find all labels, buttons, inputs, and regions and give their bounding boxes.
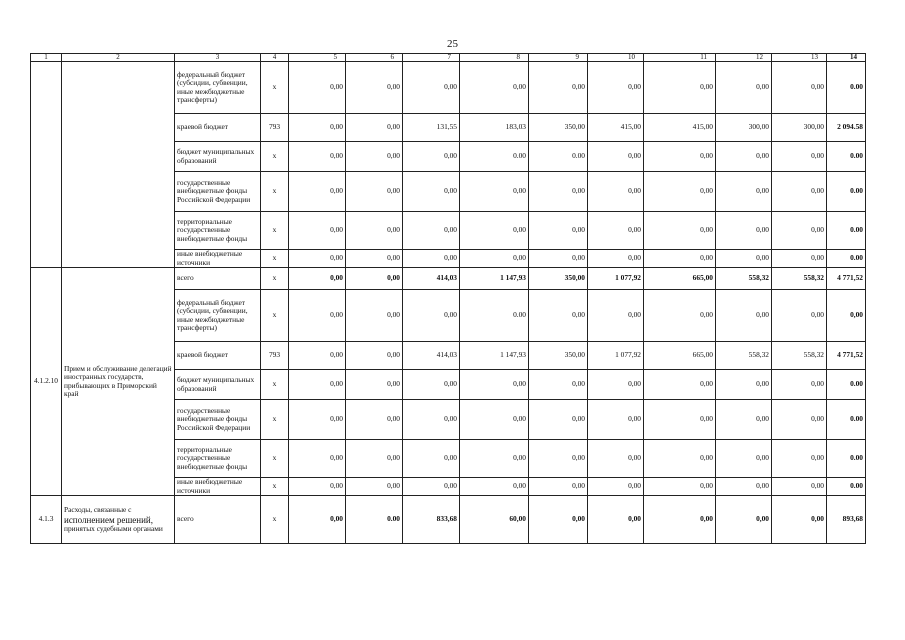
value-cell: 0,00 (644, 142, 716, 172)
value-cell: 0,00 (460, 440, 529, 478)
header-cell: 5 (289, 54, 346, 62)
header-cell: 13 (772, 54, 827, 62)
value-cell: 0,00 (644, 250, 716, 268)
value-cell: 0,00 (346, 142, 403, 172)
value-cell: 0,00 (772, 172, 827, 212)
funding-source-cell: бюджет муниципальных образований (175, 142, 261, 172)
value-cell: 415,00 (588, 114, 644, 142)
value-cell: 0,00 (716, 62, 772, 114)
value-cell: 1 077,92 (588, 342, 644, 370)
value-cell: 0.00 (346, 496, 403, 544)
table-row (31, 268, 866, 290)
value-cell: 0,00 (346, 62, 403, 114)
value-cell: 0,00 (289, 370, 346, 400)
value-cell: 833,68 (403, 496, 460, 544)
value-cell: 0,00 (772, 212, 827, 250)
value-cell: 0,00 (289, 478, 346, 496)
value-cell: 2 094.58 (827, 114, 866, 142)
value-cell: 0,00 (289, 212, 346, 250)
header-cell: 9 (529, 54, 588, 62)
funding-source-cell: краевой бюджет (175, 114, 261, 142)
value-cell: 0,00 (460, 250, 529, 268)
value-cell: 0,00 (289, 496, 346, 544)
value-cell: 0.00 (460, 290, 529, 342)
value-cell: 0,00 (403, 172, 460, 212)
value-cell: 1 147,93 (460, 342, 529, 370)
funding-source-cell: иные внебюджетные источники (175, 250, 261, 268)
row-number-cell: 4.1.2.10 (31, 268, 62, 496)
value-cell: 0.00 (827, 478, 866, 496)
value-cell: 0.00 (529, 142, 588, 172)
value-cell: 0,00 (289, 114, 346, 142)
value-cell: 0,00 (346, 114, 403, 142)
header-cell: 2 (62, 54, 175, 62)
value-cell: 0,00 (716, 400, 772, 440)
value-cell: 0,00 (289, 250, 346, 268)
header-cell: 3 (175, 54, 261, 62)
value-cell: 0,00 (529, 370, 588, 400)
value-cell: 0,00 (644, 172, 716, 212)
value-cell: 0,00 (460, 370, 529, 400)
value-cell: 0,00 (588, 496, 644, 544)
header-cell: 14 (827, 54, 866, 62)
code-cell: x (261, 62, 289, 114)
value-cell: 0,00 (346, 342, 403, 370)
value-cell: 0,00 (772, 400, 827, 440)
value-cell: 0,00 (529, 290, 588, 342)
value-cell: 0,00 (827, 290, 866, 342)
value-cell: 0,00 (716, 478, 772, 496)
value-cell: 0.00 (827, 400, 866, 440)
value-cell: 0,00 (403, 250, 460, 268)
value-cell: 0,00 (289, 62, 346, 114)
header-cell: 8 (460, 54, 529, 62)
value-cell: 0,00 (403, 142, 460, 172)
value-cell: 350,00 (529, 268, 588, 290)
value-cell: 0,00 (529, 212, 588, 250)
code-cell: x (261, 440, 289, 478)
code-cell: x (261, 250, 289, 268)
value-cell: 0,00 (588, 212, 644, 250)
value-cell: 0,00 (716, 440, 772, 478)
value-cell: 0,00 (772, 250, 827, 268)
value-cell: 0,00 (346, 478, 403, 496)
code-cell: x (261, 496, 289, 544)
value-cell: 0,00 (716, 496, 772, 544)
value-cell: 0,00 (588, 440, 644, 478)
value-cell: 0,00 (588, 250, 644, 268)
value-cell: 0,00 (588, 142, 644, 172)
value-cell: 0,00 (716, 172, 772, 212)
value-cell: 0,00 (644, 400, 716, 440)
value-cell: 4 771,52 (827, 342, 866, 370)
value-cell: 300,00 (716, 114, 772, 142)
value-cell: 0,00 (529, 496, 588, 544)
value-cell: 0,00 (588, 62, 644, 114)
value-cell: 0,00 (346, 250, 403, 268)
funding-source-cell: краевой бюджет (175, 342, 261, 370)
value-cell: 0,00 (644, 496, 716, 544)
value-cell: 0,00 (460, 478, 529, 496)
budget-table (30, 53, 866, 544)
group-3-rows (31, 496, 866, 544)
funding-source-cell: федеральный бюджет (субсидии, субвенции, иные межбюджетные трансферты) (175, 290, 261, 342)
value-cell: 0,00 (716, 142, 772, 172)
value-cell: 350,00 (529, 342, 588, 370)
value-cell: 0,00 (289, 290, 346, 342)
header-row (31, 54, 866, 62)
header-cell: 7 (403, 54, 460, 62)
code-cell: x (261, 172, 289, 212)
header-cell: 6 (346, 54, 403, 62)
value-cell: 131,55 (403, 114, 460, 142)
value-cell: 415,00 (644, 114, 716, 142)
value-cell: 665,00 (644, 342, 716, 370)
value-cell: 0,00 (772, 290, 827, 342)
funding-source-cell: всего (175, 268, 261, 290)
value-cell: 0,00 (289, 440, 346, 478)
row-name-cell: Прием и обслуживание делегаций иностранных государств, прибывающих в Приморский край (62, 268, 175, 496)
value-cell: 0,00 (772, 62, 827, 114)
value-cell: 0,00 (644, 370, 716, 400)
value-cell: 4 771,52 (827, 268, 866, 290)
funding-source-cell: государственные внебюджетные фонды Российской Федерации (175, 172, 261, 212)
value-cell: 0,00 (772, 370, 827, 400)
value-cell: 414,03 (403, 268, 460, 290)
funding-source-cell: федеральный бюджет (субсидии, субвенции, иные межбюджетные трансферты) (175, 62, 261, 114)
value-cell: 414,03 (403, 342, 460, 370)
value-cell: 1 147,93 (460, 268, 529, 290)
funding-source-cell: иные внебюджетные источники (175, 478, 261, 496)
value-cell: 0.00 (827, 370, 866, 400)
value-cell: 0.00 (827, 440, 866, 478)
value-cell: 350,00 (529, 114, 588, 142)
code-cell: x (261, 478, 289, 496)
value-cell: 0,00 (772, 478, 827, 496)
row-name-line: принятых судебными органами (64, 523, 163, 533)
value-cell: 558,32 (772, 268, 827, 290)
value-cell: 0,00 (772, 142, 827, 172)
value-cell: 0,00 (346, 212, 403, 250)
value-cell: 0.00 (827, 250, 866, 268)
value-cell: 60,00 (460, 496, 529, 544)
value-cell: 0,00 (289, 142, 346, 172)
value-cell: 0,00 (289, 172, 346, 212)
value-cell: 0,00 (588, 400, 644, 440)
value-cell: 0,00 (588, 478, 644, 496)
code-cell: x (261, 400, 289, 440)
value-cell: 0,00 (460, 172, 529, 212)
header-cell: 10 (588, 54, 644, 62)
value-cell: 0.00 (827, 212, 866, 250)
value-cell: 0,00 (588, 290, 644, 342)
value-cell: 0,00 (403, 478, 460, 496)
value-cell: 0,00 (529, 478, 588, 496)
header-cell: 12 (716, 54, 772, 62)
code-cell: x (261, 370, 289, 400)
row-number-cell: 4.1.3 (31, 496, 62, 544)
row-name-line: Расходы, связанные с (64, 505, 132, 515)
value-cell: 558,32 (772, 342, 827, 370)
row-name-cell (62, 496, 175, 544)
value-cell: 0,00 (403, 440, 460, 478)
value-cell: 0,00 (346, 268, 403, 290)
code-cell: x (261, 268, 289, 290)
code-cell: x (261, 290, 289, 342)
funding-source-cell: государственные внебюджетные фонды Российской Федерации (175, 400, 261, 440)
value-cell: 0,00 (346, 172, 403, 212)
value-cell: 0,00 (644, 290, 716, 342)
value-cell: 0,00 (644, 440, 716, 478)
table-row (31, 496, 866, 544)
value-cell: 0,00 (772, 496, 827, 544)
funding-source-cell: всего (175, 496, 261, 544)
value-cell: 0,00 (403, 62, 460, 114)
funding-source-cell: территориальные государственные внебюджетные фонды (175, 212, 261, 250)
value-cell: 558,32 (716, 268, 772, 290)
value-cell: 0,00 (716, 250, 772, 268)
value-cell: 665,00 (644, 268, 716, 290)
code-cell: 793 (261, 114, 289, 142)
code-cell: x (261, 142, 289, 172)
value-cell: 0,00 (403, 212, 460, 250)
value-cell: 893,68 (827, 496, 866, 544)
table-row (31, 62, 866, 114)
header-cell: 11 (644, 54, 716, 62)
value-cell: 0,00 (403, 290, 460, 342)
value-cell: 0,00 (772, 440, 827, 478)
header-cell: 1 (31, 54, 62, 62)
value-cell: 0,00 (460, 62, 529, 114)
header-cell: 4 (261, 54, 289, 62)
group-2-rows (31, 268, 866, 496)
page-number: 25 (447, 38, 458, 50)
value-cell: 0,00 (529, 400, 588, 440)
value-cell: 0,00 (644, 212, 716, 250)
value-cell: 0,00 (644, 478, 716, 496)
value-cell: 0,00 (529, 62, 588, 114)
funding-source-cell: территориальные государственные внебюджетные фонды (175, 440, 261, 478)
value-cell: 0,00 (346, 290, 403, 342)
value-cell: 0,00 (346, 400, 403, 440)
row-name-cell (62, 62, 175, 268)
value-cell: 0,00 (588, 370, 644, 400)
value-cell: 183,03 (460, 114, 529, 142)
code-cell: 793 (261, 342, 289, 370)
row-number-cell (31, 62, 62, 268)
value-cell: 0.00 (827, 172, 866, 212)
value-cell: 0,00 (460, 400, 529, 440)
value-cell: 0,00 (716, 212, 772, 250)
value-cell: 0,00 (403, 370, 460, 400)
code-cell: x (261, 212, 289, 250)
value-cell: 0.00 (460, 142, 529, 172)
value-cell: 0,00 (403, 400, 460, 440)
value-cell: 0,00 (644, 62, 716, 114)
value-cell: 0,00 (289, 268, 346, 290)
row-name-line: исполнением решений, (64, 514, 154, 525)
value-cell: 0.00 (827, 142, 866, 172)
value-cell: 0,00 (529, 172, 588, 212)
value-cell: 0,00 (588, 172, 644, 212)
value-cell: 0,00 (289, 400, 346, 440)
value-cell: 0,00 (346, 440, 403, 478)
value-cell: 0,00 (346, 370, 403, 400)
value-cell: 1 077,92 (588, 268, 644, 290)
value-cell: 0,00 (460, 212, 529, 250)
group-1-rows (31, 62, 866, 268)
value-cell: 0.00 (827, 62, 866, 114)
value-cell: 0,00 (716, 370, 772, 400)
value-cell: 0,00 (529, 250, 588, 268)
value-cell: 300,00 (772, 114, 827, 142)
value-cell: 0,00 (716, 290, 772, 342)
funding-source-cell: бюджет муниципальных образований (175, 370, 261, 400)
value-cell: 0,00 (529, 440, 588, 478)
value-cell: 558,32 (716, 342, 772, 370)
value-cell: 0,00 (289, 342, 346, 370)
